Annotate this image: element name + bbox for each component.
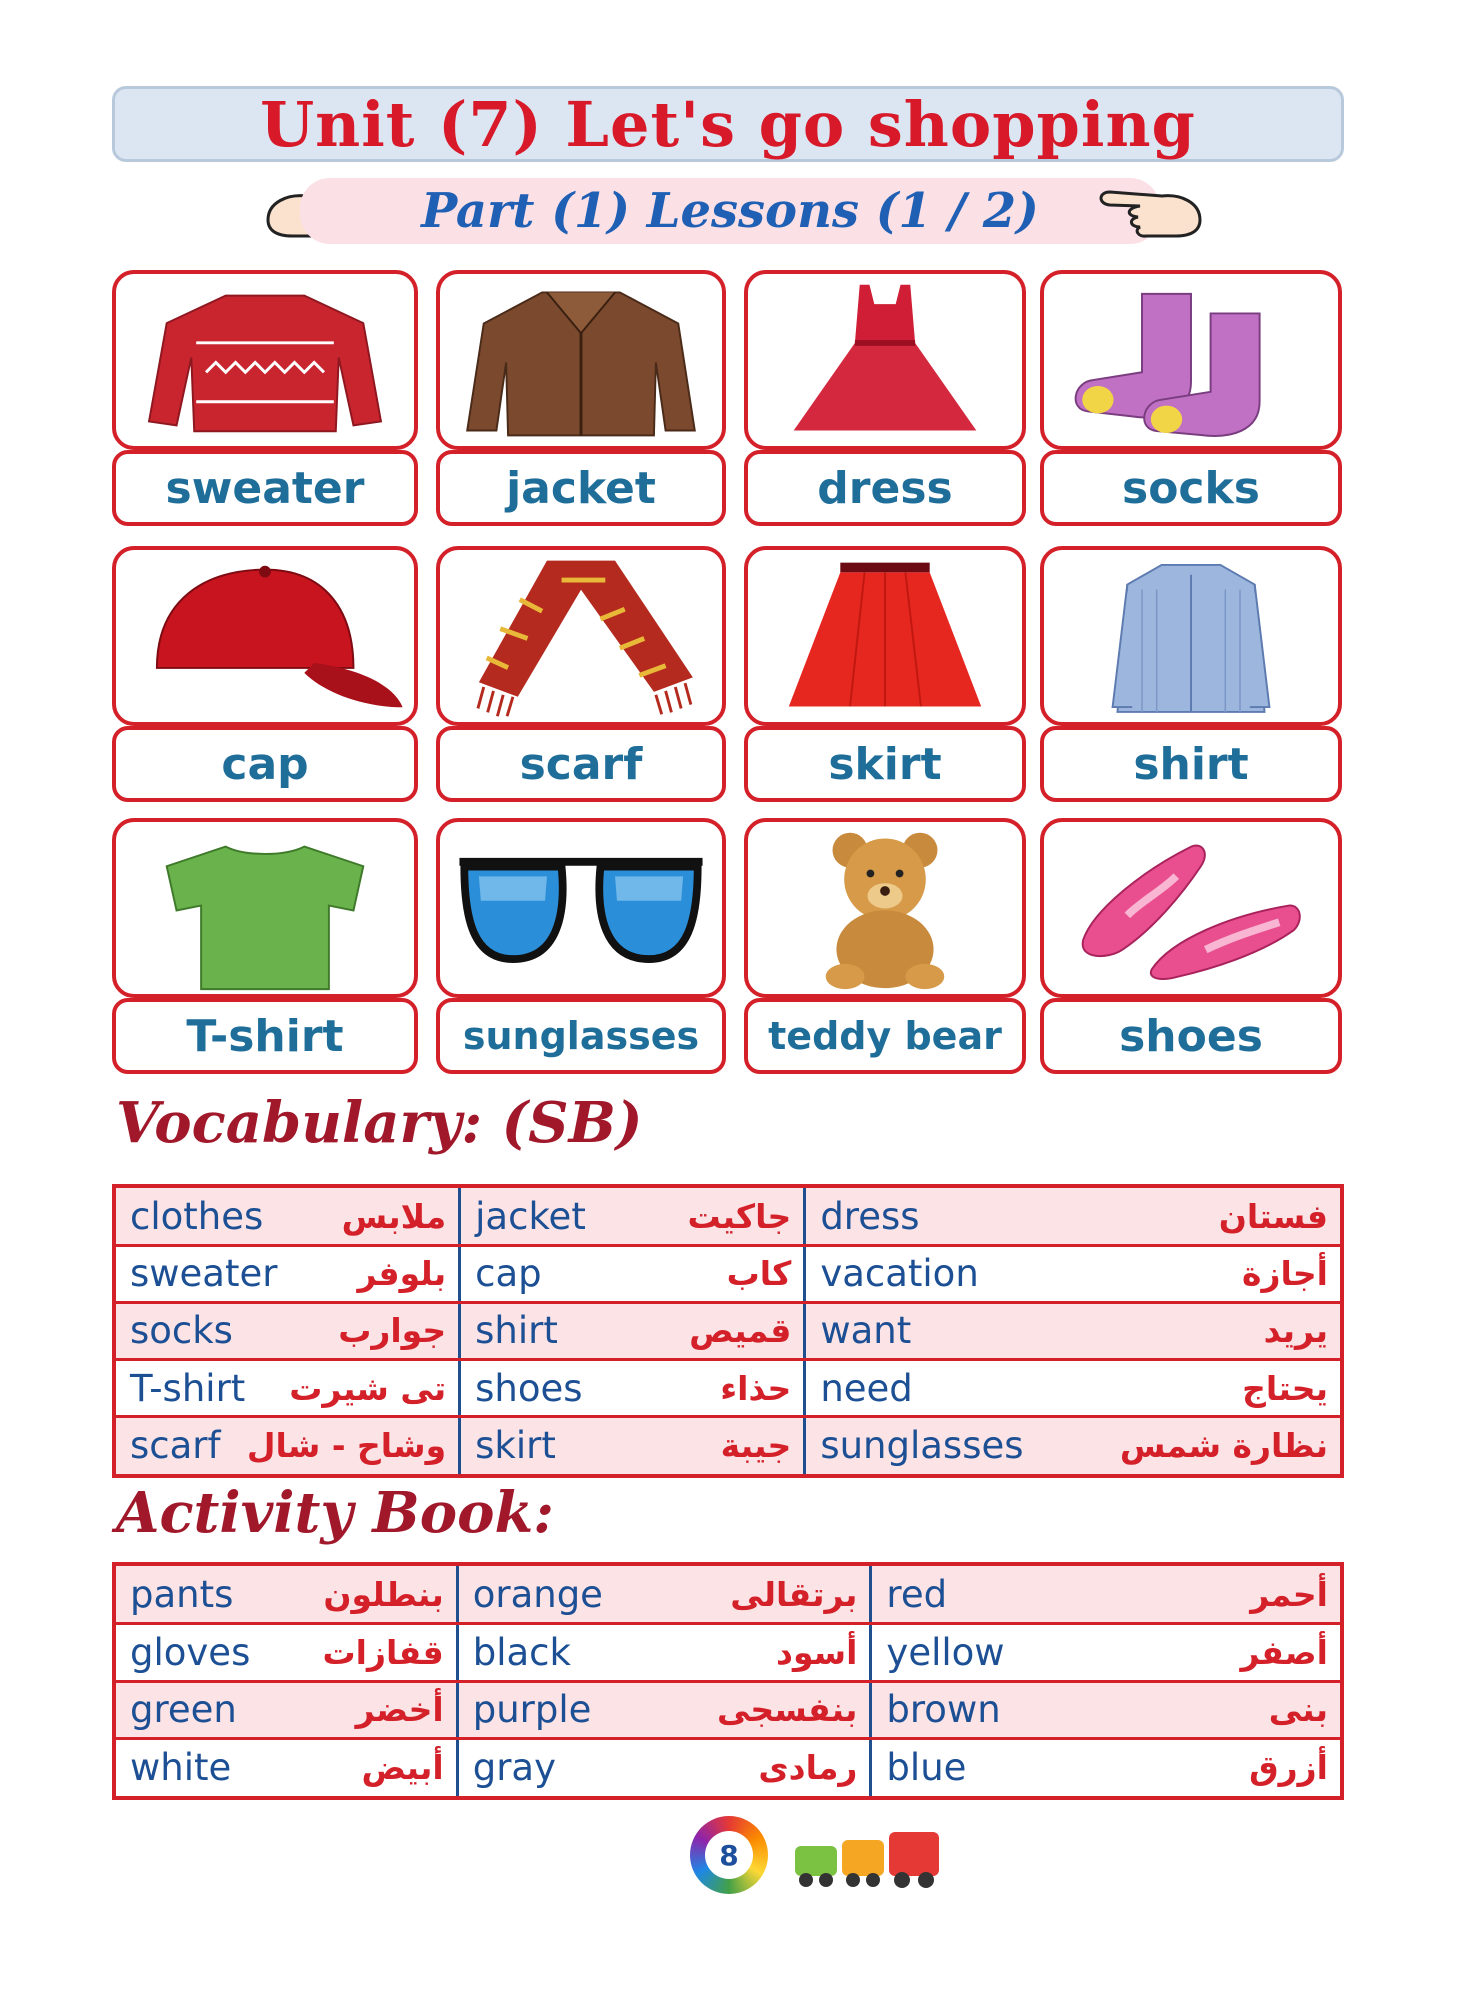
vocab-cell [872, 1566, 1340, 1624]
english-word: sunglasses [820, 1423, 1024, 1467]
arabic-word: كاب [726, 1254, 792, 1294]
vocab-cell [459, 1624, 873, 1682]
row-divider [116, 1622, 1340, 1625]
arabic-word: حذاء [720, 1368, 792, 1408]
table-row [116, 1566, 1340, 1624]
picture-label: shoes [1040, 998, 1342, 1074]
skirt-icon [748, 550, 1022, 722]
teddy-bear-picture [744, 818, 1026, 998]
english-word: blue [886, 1745, 967, 1789]
vocab-cell [116, 1245, 461, 1302]
english-word: gray [472, 1745, 556, 1789]
arabic-word: برتقالى [730, 1575, 858, 1615]
table-row [116, 1360, 1340, 1417]
arabic-word: وشاح - شال [246, 1425, 447, 1465]
english-word: yellow [886, 1630, 1005, 1674]
english-word: need [820, 1366, 913, 1410]
arabic-word: قفازات [322, 1632, 444, 1672]
picture-label: dress [744, 450, 1026, 526]
vocab-cell [461, 1245, 806, 1302]
english-word: T-shirt [130, 1366, 246, 1410]
vocab-cell [806, 1302, 1340, 1359]
activity-book-heading: Activity Book: [116, 1480, 554, 1546]
english-word: scarf [130, 1423, 221, 1467]
arabic-word: رمادى [758, 1747, 858, 1787]
english-word: clothes [130, 1195, 264, 1239]
arabic-word: بلوفر [357, 1254, 447, 1294]
activity-book-table [112, 1562, 1344, 1800]
arabic-word: أخضر [355, 1690, 444, 1730]
arabic-word: جيبة [720, 1425, 792, 1465]
arabic-word: بنطلون [323, 1575, 444, 1615]
table-row [116, 1188, 1340, 1245]
arabic-word: أصفر [1240, 1632, 1328, 1672]
english-word: cap [475, 1252, 542, 1296]
title-banner [112, 86, 1344, 162]
toy-train-icon [790, 1826, 950, 1892]
arabic-word: بنفسجى [717, 1690, 858, 1730]
row-divider [116, 1358, 1340, 1361]
tshirt-picture [112, 818, 418, 998]
english-word: socks [130, 1309, 233, 1353]
vocabulary-table [112, 1184, 1344, 1478]
picture-label: T-shirt [112, 998, 418, 1074]
row-divider [116, 1301, 1340, 1304]
part-banner [300, 178, 1160, 244]
skirt-picture [744, 546, 1026, 726]
arabic-word: جوارب [338, 1311, 447, 1351]
english-word: dress [820, 1195, 920, 1239]
sunglasses-icon [440, 822, 722, 994]
jacket-icon [440, 274, 722, 446]
scarf-picture [436, 546, 726, 726]
english-word: shirt [475, 1309, 558, 1353]
english-word: want [820, 1309, 912, 1353]
vocab-cell [116, 1566, 459, 1624]
shoes-icon [1044, 822, 1338, 994]
part-title: Part (1) Lessons (1 / 2) [421, 183, 1039, 239]
arabic-word: أحمر [1250, 1575, 1328, 1615]
english-word: jacket [475, 1195, 586, 1239]
vocab-cell [116, 1417, 461, 1474]
tshirt-icon [116, 822, 414, 994]
arabic-word: أبيض [361, 1747, 444, 1787]
english-word: green [130, 1688, 237, 1732]
english-word: purple [472, 1688, 592, 1732]
row-divider [116, 1737, 1340, 1740]
vocab-cell [806, 1188, 1340, 1245]
dress-picture [744, 270, 1026, 450]
socks-picture [1040, 270, 1342, 450]
vocab-cell [116, 1681, 459, 1739]
vocab-cell [872, 1624, 1340, 1682]
vocab-cell [872, 1681, 1340, 1739]
arabic-word: ملابس [341, 1197, 447, 1237]
vocab-cell [806, 1245, 1340, 1302]
table-row [116, 1417, 1340, 1474]
table-row [116, 1739, 1340, 1797]
vocab-cell [806, 1417, 1340, 1474]
table-row [116, 1245, 1340, 1302]
cap-icon [116, 550, 414, 722]
arabic-word: أسود [776, 1632, 858, 1672]
arabic-word: يريد [1263, 1311, 1328, 1351]
picture-label: skirt [744, 726, 1026, 802]
vocab-cell [459, 1739, 873, 1797]
english-word: black [472, 1630, 571, 1674]
vocab-cell [116, 1188, 461, 1245]
pointing-hand-left-icon [1090, 172, 1210, 250]
page-title: Unit (7) Let's go shopping [260, 87, 1196, 161]
arabic-word: جاكيت [687, 1197, 792, 1237]
vocab-cell [872, 1739, 1340, 1797]
cap-picture [112, 546, 418, 726]
sweater-icon [116, 274, 414, 446]
scarf-icon [440, 550, 722, 722]
english-word: gloves [130, 1630, 251, 1674]
shirt-picture [1040, 546, 1342, 726]
vocab-cell [461, 1302, 806, 1359]
arabic-word: قميص [689, 1311, 792, 1351]
english-word: skirt [475, 1423, 556, 1467]
english-word: orange [472, 1573, 603, 1617]
vocab-cell [116, 1739, 459, 1797]
picture-label: scarf [436, 726, 726, 802]
row-divider [116, 1415, 1340, 1418]
vocab-cell [461, 1417, 806, 1474]
vocab-cell [116, 1302, 461, 1359]
english-word: red [886, 1573, 948, 1617]
arabic-word: أزرق [1249, 1747, 1328, 1787]
english-word: shoes [475, 1366, 583, 1410]
table-row [116, 1624, 1340, 1682]
arabic-word: تى شيرت [289, 1368, 447, 1408]
picture-label: jacket [436, 450, 726, 526]
vocab-cell [116, 1624, 459, 1682]
vocab-cell [806, 1360, 1340, 1417]
vocab-cell [459, 1566, 873, 1624]
page-number-badge [690, 1816, 768, 1894]
arabic-word: يحتاج [1242, 1368, 1328, 1408]
picture-label: sweater [112, 450, 418, 526]
picture-label: socks [1040, 450, 1342, 526]
arabic-word: فستان [1218, 1197, 1328, 1237]
table-row [116, 1302, 1340, 1359]
page-number: 8 [705, 1831, 753, 1879]
vocab-cell [461, 1360, 806, 1417]
vocab-cell [461, 1188, 806, 1245]
dress-icon [748, 274, 1022, 446]
teddy-bear-icon [748, 822, 1022, 994]
shirt-icon [1044, 550, 1338, 722]
sweater-picture [112, 270, 418, 450]
picture-label: shirt [1040, 726, 1342, 802]
arabic-word: أجازة [1242, 1254, 1328, 1294]
table-row [116, 1681, 1340, 1739]
english-word: brown [886, 1688, 1001, 1732]
sunglasses-picture [436, 818, 726, 998]
socks-icon [1044, 274, 1338, 446]
arabic-word: نظارة شمس [1119, 1425, 1328, 1465]
picture-label: teddy bear [744, 998, 1026, 1074]
vocab-cell [116, 1360, 461, 1417]
english-word: pants [130, 1573, 234, 1617]
row-divider [116, 1680, 1340, 1683]
arabic-word: بنى [1268, 1690, 1328, 1730]
jacket-picture [436, 270, 726, 450]
row-divider [116, 1244, 1340, 1247]
shoes-picture [1040, 818, 1342, 998]
english-word: vacation [820, 1252, 979, 1296]
vocab-cell [459, 1681, 873, 1739]
picture-label: cap [112, 726, 418, 802]
picture-label: sunglasses [436, 998, 726, 1074]
vocabulary-heading: Vocabulary: (SB) [116, 1090, 643, 1156]
english-word: sweater [130, 1252, 278, 1296]
english-word: white [130, 1745, 232, 1789]
